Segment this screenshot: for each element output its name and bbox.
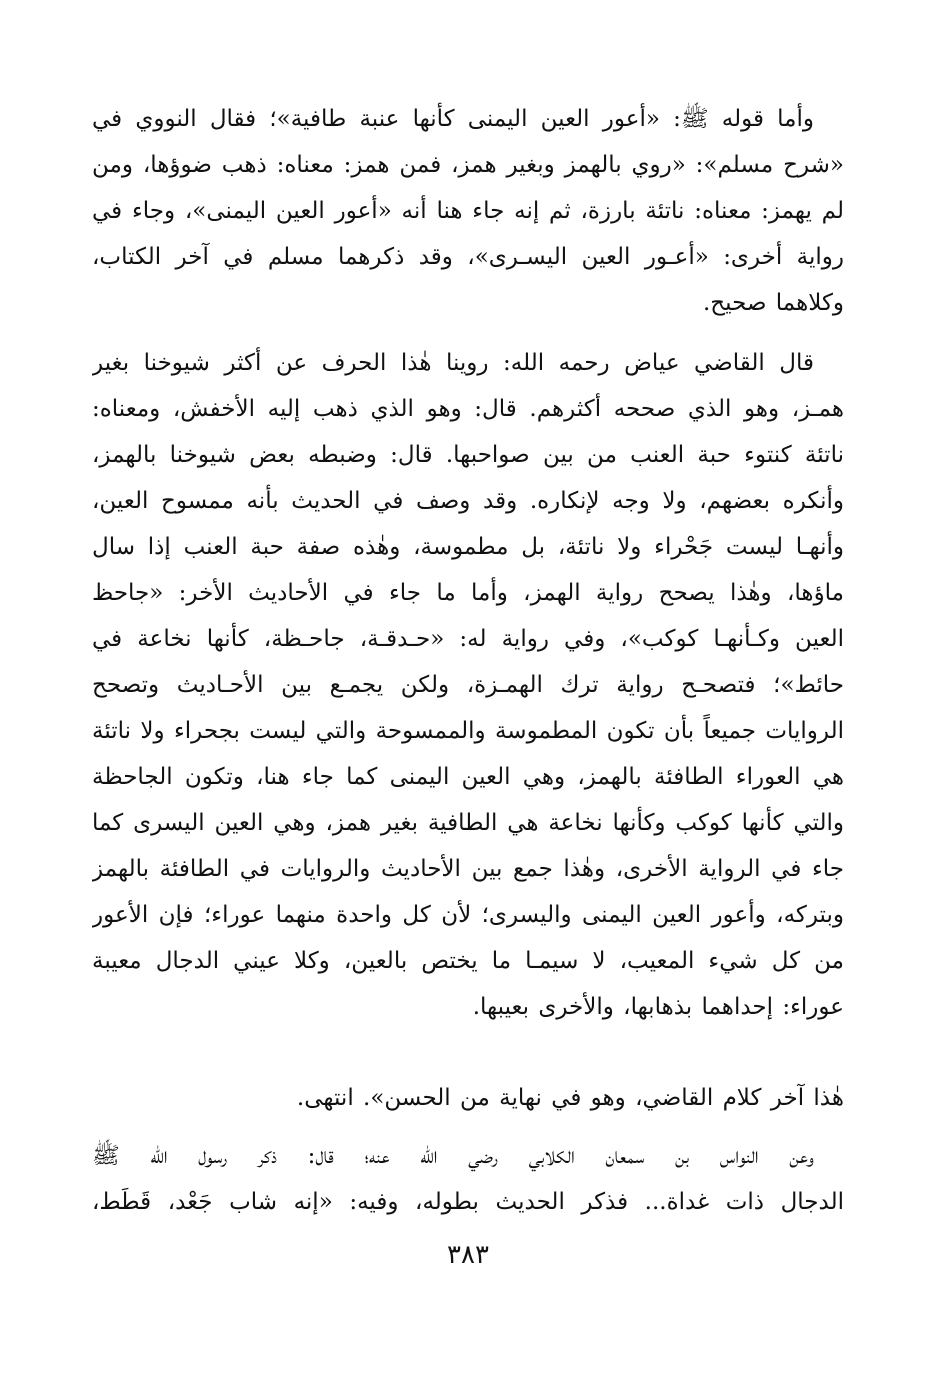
text-line: ناتئة كنتوء حبة العنب من بين صواحبها. قال: وضبطه بعض شيوخنا بالهمز، bbox=[92, 442, 844, 468]
text-line: وأنهـا ليست جَحْراء ولا ناتئة، بل مطموسة، وهٰذه صفة حبة العنب إذا سال bbox=[92, 534, 844, 560]
paragraph-end-quote bbox=[144, 1075, 844, 1121]
text-line: «شرح مسلم»: «روي بالهمز وبغير همز، فمن همز: معناه: ذهب ضوؤها، ومن bbox=[92, 152, 844, 178]
paragraph-nawawi bbox=[92, 96, 844, 326]
text-line: ماؤها، وهٰذا يصحح رواية الهمز، وأما ما جاء في الأحاديث الأخر: «جاحظ bbox=[92, 580, 844, 606]
text-line: هي العوراء الطافئة بالهمز، وهي العين اليمنى كما جاء هنا، وتكون الجاحظة bbox=[92, 764, 844, 790]
paragraph-qadi-iyad bbox=[92, 340, 844, 1030]
text-line: جاء في الرواية الأخرى، وهٰذا جمع بين الأحاديث والروايات في الطافئة بالهمز bbox=[92, 856, 844, 882]
text-line: هٰذا آخر كلام القاضي، وهو في نهاية من الحسن». انتهى. bbox=[296, 1085, 844, 1111]
text-line: وأنكره بعضهم، ولا وجه لإنكاره. وقد وصف في الحديث بأنه ممسوح العين، bbox=[92, 488, 844, 514]
text-line: حائط»؛ فتصحـح رواية ترك الهمـزة، ولكن يجمـع بين الأحـاديث وتصحح bbox=[92, 672, 844, 698]
text-line: وعن النواس بن سمعان الكلابي رضي الله عنه؛ قال: ذكر رسول الله ﷺ bbox=[92, 1143, 814, 1169]
text-line: الدجال ذات غداة... فذكر الحديث بطوله، وفيه: «إنه شاب جَعْد، قَطَط، bbox=[92, 1189, 844, 1215]
text-line: العين وكـأنهـا كوكب»، وفي رواية له: «حـدقـة، جاحـظة، كأنها نخاعة في bbox=[92, 626, 844, 652]
text-line: من كل شيء المعيب، لا سيمـا ما يختص بالعين، وكلا عيني الدجال معيبة bbox=[92, 948, 844, 974]
text-line: وأما قوله ﷺ: «أعور العين اليمنى كأنها عنبة طافية»؛ فقال النووي في bbox=[92, 106, 814, 132]
text-line: همـز، وهو الذي صححه أكثرهم. قال: وهو الذي ذهب إليه الأخفش، ومعناه: bbox=[92, 396, 844, 422]
text-line: وبتركه، وأعور العين اليمنى واليسرى؛ لأن كل واحدة منهما عوراء؛ فإن الأعور bbox=[92, 902, 844, 928]
page-number: ٣٨٣ bbox=[447, 1240, 489, 1270]
text-line: والتي كأنها كوكب وكأنها نخاعة هي الطافية بغير همز، وهي العين اليسرى كما bbox=[92, 810, 844, 836]
text-line: رواية أخرى: «أعـور العين اليسـرى»، وقد ذكرهما مسلم في آخر الكتاب، bbox=[92, 244, 844, 270]
text-line: عوراء: إحداهما بذهابها، والأخرى بعيبها. bbox=[472, 994, 844, 1020]
text-line: وكلاهما صحيح. bbox=[703, 290, 844, 316]
text-line: الروايات جميعاً بأن تكون المطموسة والممسوحة والتي ليست بجحراء ولا ناتئة bbox=[92, 718, 844, 744]
text-line: لم يهمز: معناه: ناتئة بارزة، ثم إنه جاء هنا أنه «أعور العين اليمنى»، وجاء في bbox=[92, 198, 844, 224]
text-line: قال القاضي عياض رحمه الله: روينا هٰذا الحرف عن أكثر شيوخنا بغير bbox=[92, 350, 814, 376]
paragraph-nawwas-hadith bbox=[92, 1133, 844, 1225]
